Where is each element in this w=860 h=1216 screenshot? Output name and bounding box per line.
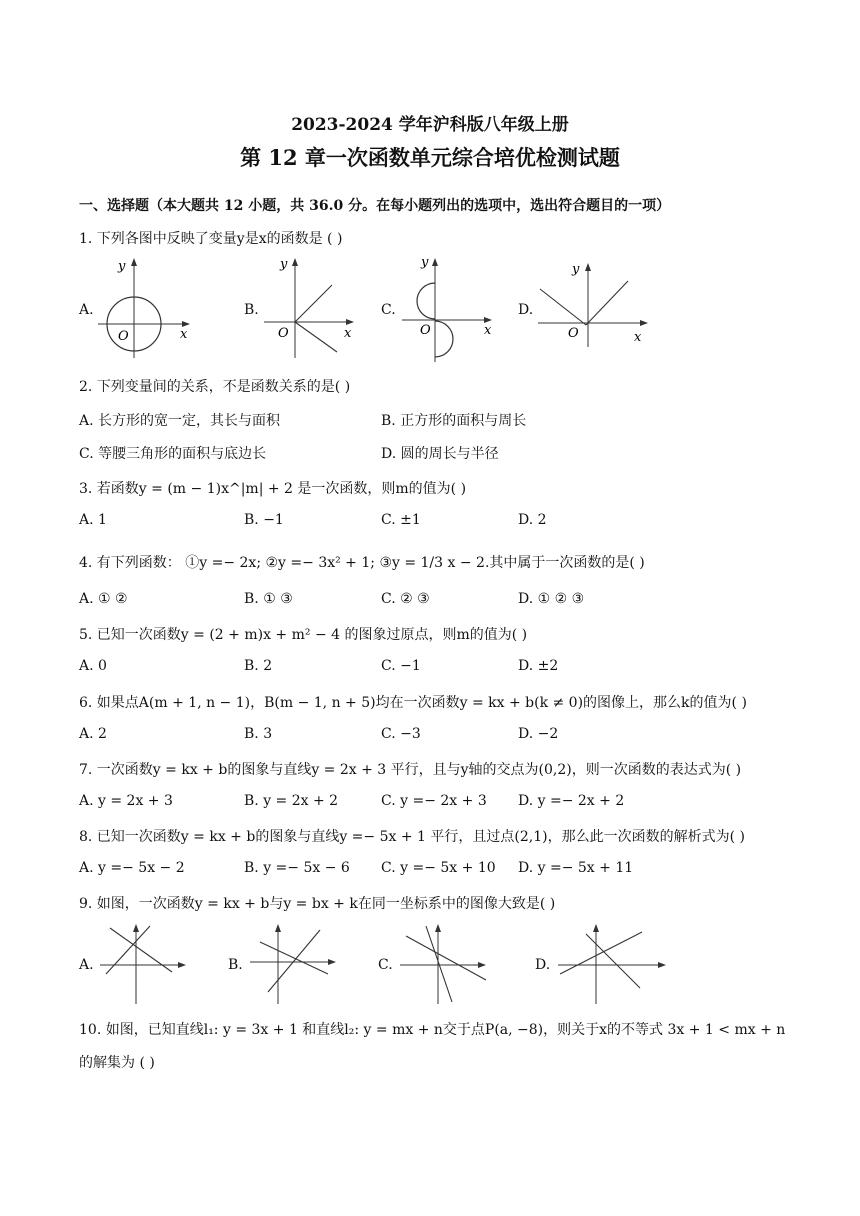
q5-option-b: B. 2 <box>244 658 273 674</box>
q7-option-c: C. y =− 2x + 3 <box>381 793 487 809</box>
q1-graph-c <box>400 250 500 365</box>
question-10-stem-line2: 的解集为 ( ) <box>79 1055 155 1071</box>
svg-text:x: x <box>344 326 352 341</box>
question-7-stem: 7. 一次函数y = kx + b的图象与直线y = 2x + 3 平行，且与y轴的交点为(0,2)，则一次函数的表达式为( ) <box>79 762 742 778</box>
question-4-stem: 4. 有下列函数： ①y =− 2x; ②y =− 3x² + 1; ③y = 1/3 x − 2.其中属于一次函数的是( ) <box>79 555 645 571</box>
question-5-stem: 5. 已知一次函数y = (2 + m)x + m² − 4 的图象过原点，则m的值为( ) <box>79 627 528 643</box>
q3-option-b: B. −1 <box>244 512 284 528</box>
question-8-stem: 8. 已知一次函数y = kx + b的图象与直线y =− 5x + 1 平行，且过点(2,1)，那么此一次函数的解析式为( ) <box>79 829 745 845</box>
section-heading: 一、选择题（本大题共 12 小题，共 36.0 分。在每小题列出的选项中，选出符合题目的一项） <box>79 198 671 214</box>
q2-option-a: A. 长方形的宽一定，其长与面积 <box>79 413 281 429</box>
q1-label-d: D. <box>518 302 534 318</box>
q4-option-d: D. ① ② ③ <box>518 591 585 607</box>
q8-option-d: D. y =− 5x + 11 <box>518 860 634 876</box>
q9-graph-b <box>248 922 340 1006</box>
svg-text:O: O <box>568 326 579 341</box>
question-9-stem: 9. 如图，一次函数y = kx + b与y = bx + k在同一坐标系中的图像大致是( ) <box>79 896 556 912</box>
q2-option-b: B. 正方形的面积与周长 <box>381 413 527 429</box>
svg-text:x: x <box>484 323 492 338</box>
q2-option-d: D. 圆的周长与半径 <box>381 446 499 462</box>
q9-label-d: D. <box>535 957 551 973</box>
q6-option-c: C. −3 <box>381 726 421 742</box>
q9-label-b: B. <box>228 957 243 973</box>
question-3-stem: 3. 若函数y = (m − 1)x^|m| + 2 是一次函数，则m的值为( ) <box>79 481 467 497</box>
q6-option-a: A. 2 <box>79 726 107 742</box>
question-6-stem: 6. 如果点A(m + 1, n − 1)，B(m − 1, n + 5)均在一次函数y = kx + b(k ≠ 0)的图像上，那么k的值为( ) <box>79 695 747 711</box>
q3-option-a: A. 1 <box>79 512 107 528</box>
x-axis-label: x <box>180 327 188 342</box>
q1-graph-d <box>536 255 656 350</box>
q3-option-c: C. ±1 <box>381 512 421 528</box>
q8-option-a: A. y =− 5x − 2 <box>79 860 185 876</box>
q9-label-a: A. <box>79 957 94 973</box>
q8-option-c: C. y =− 5x + 10 <box>381 860 496 876</box>
q4-option-b: B. ① ③ <box>244 591 293 607</box>
svg-text:y: y <box>572 262 580 277</box>
q1-label-b: B. <box>244 302 259 318</box>
q4-option-a: A. ① ② <box>79 591 128 607</box>
q7-option-a: A. y = 2x + 3 <box>79 793 173 809</box>
q9-label-c: C. <box>378 957 393 973</box>
q6-option-d: D. −2 <box>518 726 559 742</box>
y-axis-label: y <box>118 259 126 274</box>
question-1-stem: 1. 下列各图中反映了变量y是x的函数是 ( ) <box>79 231 343 247</box>
exam-subtitle: 2023-2024 学年沪科版八年级上册 <box>291 115 569 135</box>
q7-option-d: D. y =− 2x + 2 <box>518 793 625 809</box>
q1-label-c: C. <box>381 302 396 318</box>
q2-option-c: C. 等腰三角形的面积与底边长 <box>79 446 267 462</box>
question-2-stem: 2. 下列变量间的关系，不是函数关系的是( ) <box>79 379 351 395</box>
q9-graph-c <box>398 922 490 1006</box>
exam-title: 第 12 章一次函数单元综合培优检测试题 <box>240 145 620 170</box>
svg-text:O: O <box>278 326 289 341</box>
svg-text:O: O <box>420 323 431 338</box>
q5-option-c: C. −1 <box>381 658 421 674</box>
q1-label-a: A. <box>79 302 94 318</box>
q3-option-d: D. 2 <box>518 512 547 528</box>
q4-option-c: C. ② ③ <box>381 591 430 607</box>
q1-graph-a <box>96 252 196 362</box>
svg-text:y: y <box>280 257 288 272</box>
q6-option-b: B. 3 <box>244 726 273 742</box>
q9-graph-d <box>556 922 670 1006</box>
svg-text:x: x <box>634 330 642 345</box>
origin-label: O <box>118 329 129 344</box>
q9-graph-a <box>98 922 190 1006</box>
q7-option-b: B. y = 2x + 2 <box>244 793 339 809</box>
q1-graph-b <box>262 252 362 362</box>
svg-text:y: y <box>421 255 429 270</box>
q8-option-b: B. y =− 5x − 6 <box>244 860 350 876</box>
question-10-stem-line1: 10. 如图，已知直线l₁: y = 3x + 1 和直线l₂: y = mx + n交于点P(a, −8)，则关于x的不等式 3x + 1 < mx + n <box>79 1022 786 1038</box>
q5-option-a: A. 0 <box>79 658 107 674</box>
q5-option-d: D. ±2 <box>518 658 559 674</box>
